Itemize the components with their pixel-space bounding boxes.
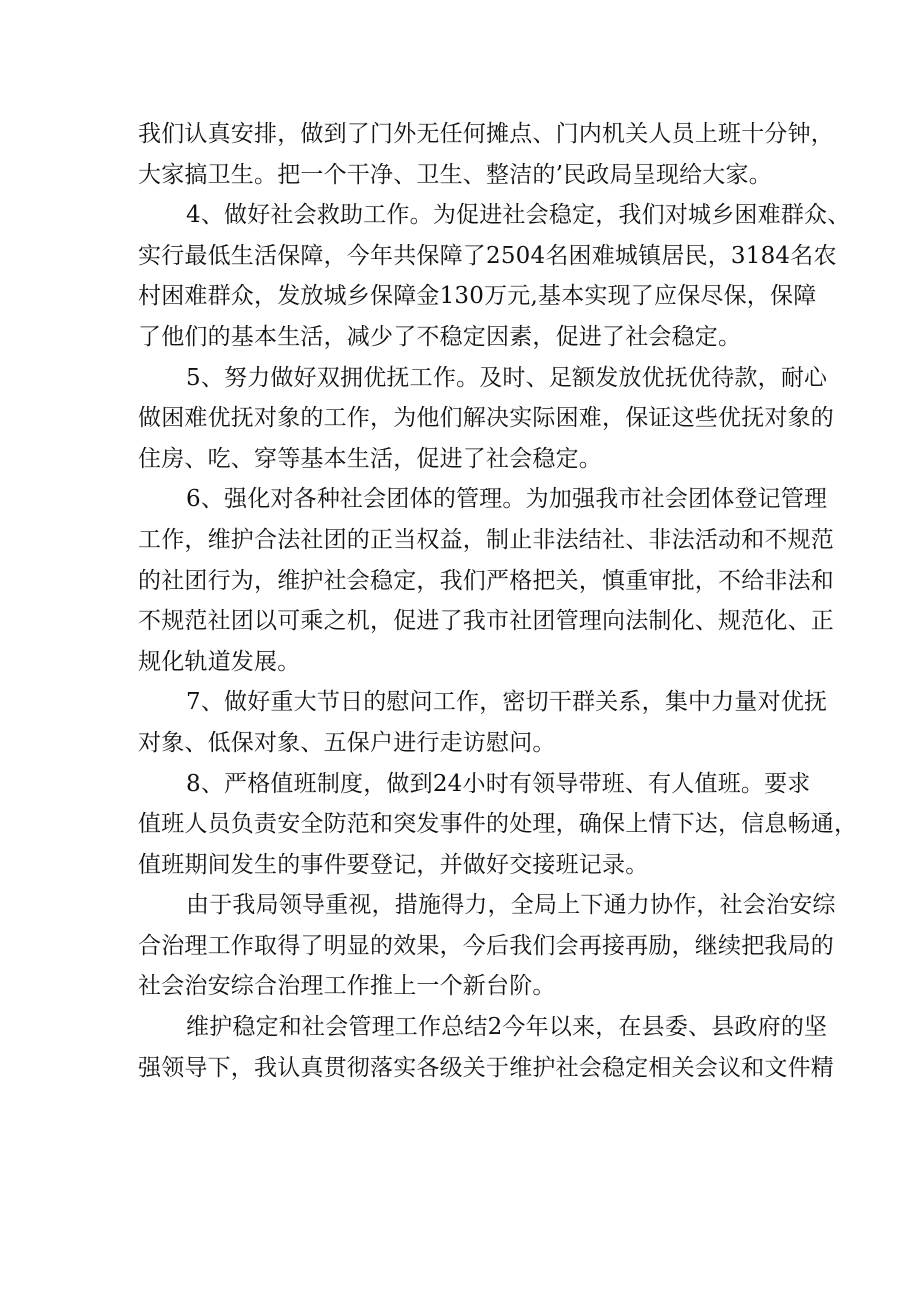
- text-line: 合治理工作取得了明显的效果，今后我们会再接再励，继续把我局的: [138, 932, 834, 959]
- paragraph-street-cleanup: [138, 114, 834, 195]
- text-line: 规化轨道发展。: [138, 648, 301, 675]
- text-line: 由于我局领导重视，措施得力，全局上下通力协作，社会治安综: [186, 892, 836, 919]
- text-line: 不规范社团以可乘之机，促进了我市社团管理向法制化、规范化、正: [138, 608, 834, 635]
- paragraph-social-organizations: [138, 479, 834, 682]
- text-line: 做困难优抚对象的工作，为他们解决实际困难，保证这些优抚对象的: [138, 405, 834, 432]
- text-line: 实行最低生活保障，今年共保障了2504名困难城镇居民，3184名农: [138, 242, 837, 269]
- text-line: 大家搞卫生。把一个干净、卫生、整洁的’民政局呈现给大家。: [138, 161, 772, 188]
- text-line: 8、严格值班制度，做到24小时有领导带班、有人值班。要求: [186, 770, 811, 797]
- text-line: 的社团行为，维护社会稳定，我们严格把关，慎重审批，不给非法和: [138, 567, 834, 594]
- text-line: 4、做好社会救助工作。为促进社会稳定，我们对城乡困难群众、: [186, 202, 851, 229]
- text-line: 值班期间发生的事件要登记，并做好交接班记录。: [138, 851, 649, 878]
- text-line: 社会治安综合治理工作推上一个新台阶。: [138, 973, 556, 1000]
- text-line: 强领导下，我认真贯彻落实各级关于维护社会稳定相关会议和文件精: [138, 1054, 834, 1081]
- text-line: 值班人员负责安全防范和突发事件的处理，确保上情下达，信息畅通，: [138, 811, 858, 838]
- paragraph-conclusion: [138, 885, 836, 1007]
- text-line: 对象、低保对象、五保户进行走访慰问。: [138, 729, 556, 756]
- text-line: 6、强化对各种社会团体的管理。为加强我市社会团体登记管理: [186, 486, 828, 513]
- text-line: 村困难群众，发放城乡保障金130万元,基本实现了应保尽保，保障: [138, 283, 817, 310]
- paragraph-duty-system: [138, 764, 858, 886]
- text-line: 7、做好重大节日的慰问工作，密切干群关系，集中力量对优抚: [186, 689, 828, 716]
- text-line: 维护稳定和社会管理工作总结2今年以来，在县委、县政府的坚: [186, 1014, 828, 1041]
- text-line: 我们认真安排，做到了门外无任何摊点、门内机关人员上班十分钟，: [138, 121, 834, 147]
- paragraph-social-assistance: [138, 195, 851, 357]
- document-body: [138, 114, 858, 1088]
- paragraph-military-support: [138, 358, 834, 480]
- text-line: 住房、吃、穿等基本生活，促进了社会稳定。: [138, 445, 602, 472]
- paragraph-holiday-visits: [138, 682, 828, 763]
- text-line: 5、努力做好双拥优抚工作。及时、足额发放优抚优待款，耐心: [186, 364, 828, 391]
- text-line: 工作，维护合法社团的正当权益，制止非法结社、非法活动和不规范: [138, 526, 834, 553]
- paragraph-summary-2-intro: [138, 1007, 834, 1088]
- text-line: 了他们的基本生活，减少了不稳定因素，促进了社会稳定。: [138, 323, 742, 350]
